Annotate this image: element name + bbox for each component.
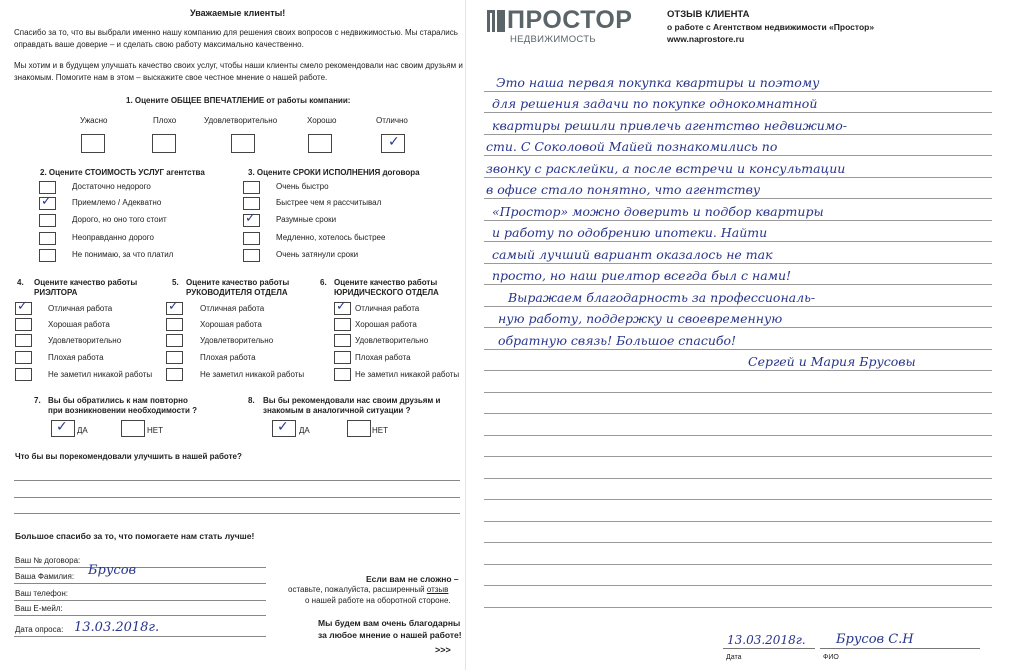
- q7-yes-label: ДА: [77, 426, 88, 435]
- date-value[interactable]: 13.03.2018г.: [74, 620, 160, 635]
- check-mark-icon: ✓: [336, 299, 347, 314]
- date-field[interactable]: [14, 636, 266, 637]
- intro-text: оправдать ваше доверие – и сделать свою работу максимально качественно.: [14, 40, 304, 49]
- ruled-line: [484, 263, 992, 264]
- q2-option-label: Достаточно недорого: [72, 182, 151, 191]
- q6-checkbox[interactable]: [334, 318, 351, 331]
- email-label: Ваш E-мейл:: [15, 604, 63, 613]
- note-text-part: оставьте, пожалуйста, расширенный: [288, 585, 425, 594]
- q2-checkbox[interactable]: [39, 232, 56, 245]
- q4-option-label: Плохая работа: [48, 353, 104, 362]
- handwriting-line: в офисе стало понятно, что агентству: [486, 182, 761, 197]
- check-mark-icon: ✓: [17, 299, 28, 314]
- q6-title: ЮРИДИЧЕСКОГО ОТДЕЛА: [334, 288, 439, 297]
- answer-line[interactable]: [14, 513, 460, 514]
- email-field[interactable]: [14, 615, 266, 616]
- q5-checkbox[interactable]: [166, 318, 183, 331]
- surname-field[interactable]: [14, 583, 266, 584]
- review-title: ОТЗЫВ КЛИЕНТА: [667, 9, 750, 20]
- note-thanks: за любое мнение о нашей работе!: [318, 630, 462, 640]
- q6-option-label: Хорошая работа: [355, 320, 417, 329]
- q8-title: Вы бы рекомендовали нас своим друзьям и: [263, 396, 441, 405]
- handwriting-line: просто, но наш риелтор всегда был с нами!: [492, 268, 792, 283]
- ruled-line: [484, 91, 992, 92]
- q8-yes-checkbox-checked[interactable]: [272, 420, 296, 437]
- q6-checkbox-checked[interactable]: [334, 299, 351, 315]
- logo-subtitle: НЕДВИЖИМОСТЬ: [510, 34, 596, 45]
- handwritten-signature-names: Сергей и Мария Брусовы: [748, 354, 916, 369]
- ruled-line: [484, 327, 992, 328]
- handwriting-line: сти. С Соколовой Майей познакомились по: [486, 139, 778, 154]
- contract-label: Ваш № договора:: [15, 556, 81, 565]
- check-mark-icon: ✓: [245, 211, 256, 226]
- ruled-line: [484, 607, 992, 608]
- q5-checkbox[interactable]: [166, 368, 183, 381]
- site-link[interactable]: www.naprostore.ru: [667, 34, 745, 44]
- handwriting-line: «Простор» можно доверить и подбор квартиры: [492, 204, 824, 219]
- q5-option-label: Отличная работа: [200, 304, 265, 313]
- ruled-line: [484, 134, 992, 135]
- footer-name-label: ФИО: [823, 654, 839, 661]
- q1-option-label: Ужасно: [80, 116, 108, 125]
- thanks-heading: Большое спасибо за то, что помогаете нам стать лучше!: [15, 531, 255, 541]
- q6-number: 6.: [320, 278, 327, 287]
- q5-option-label: Не заметил никакой работы: [200, 370, 305, 379]
- q2-checkbox-checked[interactable]: [39, 194, 56, 210]
- ruled-line: [484, 155, 992, 156]
- check-mark-icon: ✓: [277, 419, 289, 435]
- handwriting-line: ную работу, поддержку и своевременную: [498, 311, 783, 326]
- q3-checkbox[interactable]: [243, 232, 260, 245]
- q8-title: знакомым в аналогичной ситуации ?: [263, 406, 411, 415]
- answer-line[interactable]: [14, 480, 460, 481]
- handwriting-line: обратную связь! Большое спасибо!: [498, 333, 737, 348]
- ruled-line: [484, 456, 992, 457]
- q8-yes-label: ДА: [299, 426, 310, 435]
- ruled-line: [484, 499, 992, 500]
- q3-option-label: Быстрее чем я рассчитывал: [276, 198, 382, 207]
- intro-text: Спасибо за то, что вы выбрали именно нашу компанию для решения своих вопросов с недвижимостью. Мы старались: [14, 28, 458, 37]
- q3-option-label: Медленно, хотелось быстрее: [276, 233, 386, 242]
- date-label: Дата опроса:: [15, 625, 64, 634]
- q3-checkbox-checked[interactable]: [243, 211, 260, 227]
- next-page-arrows: >>>: [435, 645, 451, 655]
- q4-option-label: Удовлетворительно: [48, 336, 122, 345]
- q6-checkbox[interactable]: [334, 368, 351, 381]
- q8-no-checkbox[interactable]: [347, 420, 371, 437]
- q3-title: 3. Оцените СРОКИ ИСПОЛНЕНИЯ договора: [248, 168, 420, 177]
- q6-option-label: Плохая работа: [355, 353, 411, 362]
- q7-title: при возникновении необходимости ?: [48, 406, 197, 415]
- q7-title: Вы бы обратились к нам повторно: [48, 396, 188, 405]
- check-mark-icon: ✓: [41, 194, 52, 209]
- q1-checkbox[interactable]: [308, 134, 332, 153]
- q6-title: Оцените качество работы: [334, 278, 438, 287]
- q1-checkbox[interactable]: [152, 134, 176, 153]
- q5-checkbox[interactable]: [166, 334, 183, 347]
- note-text: о нашей работе на оборотной стороне.: [305, 596, 451, 605]
- ruled-line: [484, 284, 992, 285]
- check-mark-icon: ✓: [168, 299, 179, 314]
- footer-date-value[interactable]: 13.03.2018г.: [727, 633, 806, 647]
- q3-checkbox[interactable]: [243, 197, 260, 210]
- logo-mark-icon: [487, 10, 505, 32]
- surname-value[interactable]: Брусов: [88, 563, 137, 578]
- q4-checkbox[interactable]: [15, 318, 32, 331]
- q1-option-label: Удовлетворительно: [204, 116, 278, 125]
- surname-label: Ваша Фамилия:: [15, 572, 75, 581]
- q5-checkbox-checked[interactable]: [166, 299, 183, 315]
- check-mark-icon: ✓: [56, 419, 68, 435]
- q7-yes-checkbox-checked[interactable]: [51, 420, 75, 437]
- ruled-line: [484, 585, 992, 586]
- q2-option-label: Дорого, но оно того стоит: [72, 215, 167, 224]
- q2-checkbox[interactable]: [39, 214, 56, 227]
- q8-no-label: НЕТ: [372, 426, 388, 435]
- ruled-line: [484, 177, 992, 178]
- q7-no-label: НЕТ: [147, 426, 163, 435]
- handwriting-line: самый лучший вариант оказалось не так: [492, 247, 773, 262]
- q3-checkbox[interactable]: [243, 181, 260, 194]
- q4-option-label: Отличная работа: [48, 304, 113, 313]
- ruled-line: [484, 521, 992, 522]
- logo-text: ПРОСТОР: [507, 6, 633, 34]
- q1-option-label: Отлично: [376, 116, 408, 125]
- footer-name-field[interactable]: [820, 648, 980, 649]
- q1-option-label: Плохо: [153, 116, 177, 125]
- review-link[interactable]: отзыв: [426, 585, 449, 594]
- q4-title: РИЭЛТОРА: [34, 288, 78, 297]
- q6-option-label: Не заметил никакой работы: [355, 370, 460, 379]
- footer-date-label: Дата: [726, 654, 742, 661]
- answer-line[interactable]: [14, 497, 460, 498]
- handwriting-line: звонку с расклейки, а после встречи и консультации: [486, 161, 846, 176]
- q1-checkbox[interactable]: [231, 134, 255, 153]
- q2-checkbox[interactable]: [39, 249, 56, 262]
- ruled-line: [484, 198, 992, 199]
- q4-option-label: Хорошая работа: [48, 320, 110, 329]
- q4-checkbox-checked[interactable]: [15, 299, 32, 315]
- q4-title: Оцените качество работы: [34, 278, 138, 287]
- q3-option-label: Очень быстро: [276, 182, 329, 191]
- handwriting-line: Выражаем благодарность за профессиональ-: [508, 290, 816, 305]
- q5-option-label: Удовлетворительно: [200, 336, 274, 345]
- ruled-line: [484, 220, 992, 221]
- q5-option-label: Хорошая работа: [200, 320, 262, 329]
- ruled-line: [484, 564, 992, 565]
- q5-number: 5.: [172, 278, 179, 287]
- ruled-line: [484, 413, 992, 414]
- q2-option-label: Не понимаю, за что платил: [72, 250, 174, 259]
- handwriting-line: квартиры решили привлечь агентство недвижимо-: [492, 118, 847, 133]
- ruled-line: [484, 370, 992, 371]
- q5-checkbox[interactable]: [166, 351, 183, 364]
- handwriting-line: для решения задачи по покупке однокомнатной: [492, 96, 818, 111]
- q1-checkbox[interactable]: [81, 134, 105, 153]
- q5-option-label: Плохая работа: [200, 353, 256, 362]
- q6-checkbox[interactable]: [334, 334, 351, 347]
- q7-number: 7.: [34, 396, 41, 405]
- q4-checkbox[interactable]: [15, 351, 32, 364]
- q4-number: 4.: [17, 278, 24, 287]
- q2-option-label: Неоправданно дорого: [72, 233, 154, 242]
- note-thanks: Мы будем вам очень благодарны: [318, 618, 461, 628]
- ruled-line: [484, 306, 992, 307]
- intro-text: Мы хотим и в будущем улучшать качество своих услуг, чтобы наши клиенты смело рекомендовали нас своим друзьям и: [14, 61, 463, 70]
- q4-option-label: Не заметил никакой работы: [48, 370, 153, 379]
- page-divider: [465, 0, 466, 670]
- q1-option-label: Хорошо: [307, 116, 337, 125]
- ruled-line: [484, 392, 992, 393]
- q5-title: РУКОВОДИТЕЛЯ ОТДЕЛА: [186, 288, 288, 297]
- q3-checkbox[interactable]: [243, 249, 260, 262]
- ruled-line: [484, 112, 992, 113]
- q8-number: 8.: [248, 396, 255, 405]
- q4-checkbox[interactable]: [15, 368, 32, 381]
- ruled-line: [484, 349, 992, 350]
- ruled-line: [484, 478, 992, 479]
- note-text: [288, 585, 448, 595]
- q5-title: Оцените качество работы: [186, 278, 290, 287]
- q2-option-label: Приемлемо / Адекватно: [72, 198, 162, 207]
- q7-no-checkbox[interactable]: [121, 420, 145, 437]
- review-subtitle: о работе с Агентством недвижимости «Простор»: [667, 22, 875, 32]
- handwriting-line: и работу по одобрению ипотеки. Найти: [492, 225, 768, 240]
- q6-option-label: Удовлетворительно: [355, 336, 429, 345]
- q1-checkbox-checked[interactable]: [381, 134, 405, 153]
- q6-option-label: Отличная работа: [355, 304, 420, 313]
- improve-question: Что бы вы порекомендовали улучшить в нашей работе?: [15, 452, 242, 461]
- handwriting-line: Это наша первая покупка квартиры и поэтому: [496, 75, 820, 90]
- note-title: Если вам не сложно –: [366, 574, 459, 584]
- q3-option-label: Разумные сроки: [276, 215, 337, 224]
- q2-title: 2. Оцените СТОИМОСТЬ УСЛУГ агентства: [40, 168, 205, 177]
- q2-checkbox[interactable]: [39, 181, 56, 194]
- greeting: Уважаемые клиенты!: [190, 8, 286, 18]
- check-mark-icon: ✓: [388, 134, 400, 150]
- q3-option-label: Очень затянули сроки: [276, 250, 359, 259]
- ruled-line: [484, 435, 992, 436]
- contract-field[interactable]: [14, 567, 266, 568]
- footer-name-value[interactable]: Брусов С.Н: [836, 632, 914, 647]
- ruled-line: [484, 542, 992, 543]
- footer-date-field[interactable]: [723, 648, 815, 649]
- q4-checkbox[interactable]: [15, 334, 32, 347]
- phone-label: Ваш телефон:: [15, 589, 68, 598]
- q1-title: 1. Оцените ОБЩЕЕ ВПЕЧАТЛЕНИЕ от работы компании:: [126, 96, 351, 105]
- q6-checkbox[interactable]: [334, 351, 351, 364]
- ruled-line: [484, 241, 992, 242]
- phone-field[interactable]: [14, 600, 266, 601]
- intro-text: знакомым. Помогите нам в этом – выскажите свое честное мнение о нашей работе.: [14, 73, 328, 82]
